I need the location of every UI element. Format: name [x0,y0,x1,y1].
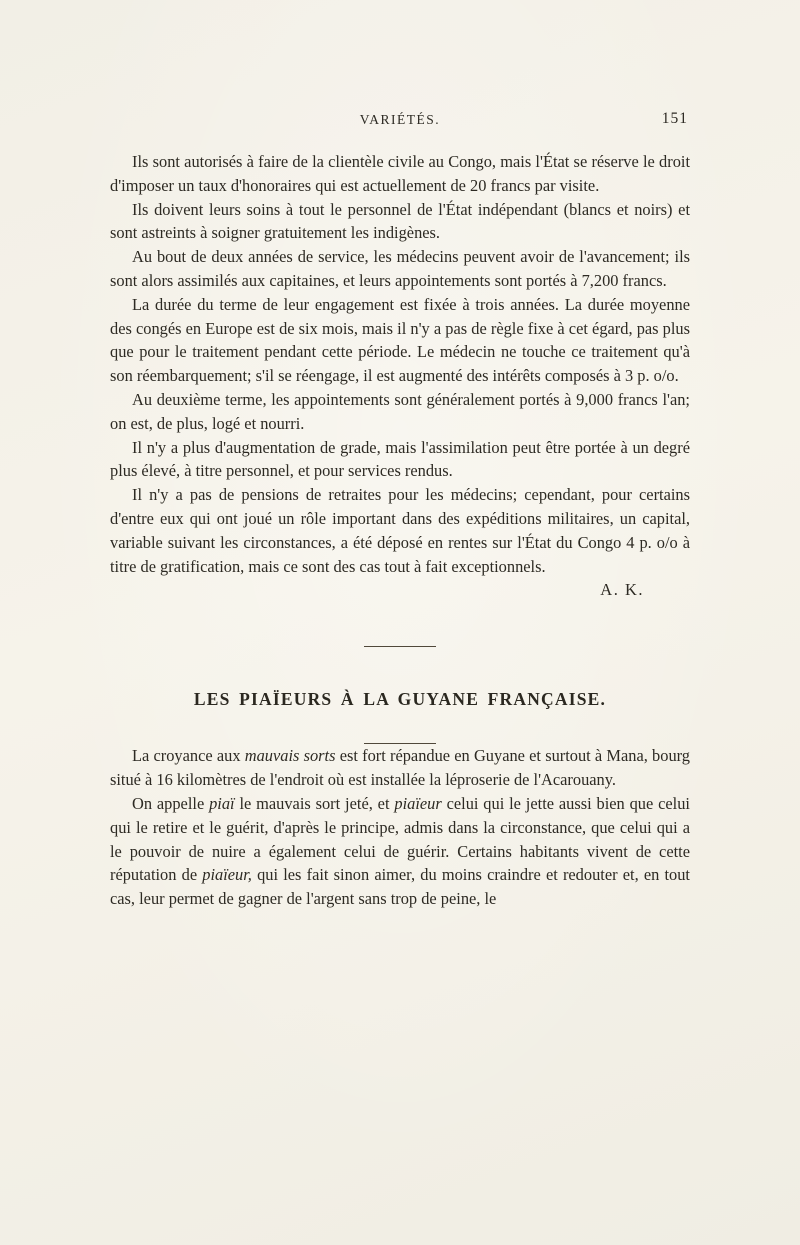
page-number: 151 [661,110,688,127]
paragraph-congo-1: Ils sont autorisés à faire de la clientèle civile au Congo, mais l'État se réserve le droit d'imposer un taux d'honoraires qui est actuellement de 20 francs par visite. [110,152,690,195]
paragraph-guyane-2 [110,792,690,911]
paragraph-congo-6: Il n'y a plus d'augmentation de grade, mais l'assimilation peut être portée à un degré plus élevé, à titre personnel, et pour services rendus. [110,437,690,481]
text-segment: le mauvais sort jeté, et [234,793,395,813]
italic-term-piaieur: piaïeur [394,793,442,813]
paragraph-congo-4: La durée du terme de leur engagement est fixée à trois années. La durée moyenne des congés en Europe est de six mois, mais il n'y a pas de règle fixe à cet égard, pas plus que pour le traitement pendant cette période. Le médecin ne touche ce traitement qu'à son réembarquement; s'il se réengage, il est augmenté des intérêts composés à 3 p. o/o. [110,294,690,386]
paragraph-congo-7: Il n'y a pas de pensions de retraites pour les médecins; cependant, pour certains d'entre eux qui ont joué un rôle important dans des expéditions militaires, un capital, variable suivant les circonstances, a été déposé en rentes sur l'État du Congo 4 p. o/o à titre de gratification, mais ce sont des cas tout à fait exceptionnels. [110,485,690,576]
page-header [110,112,690,136]
paragraph-congo-5: Au deuxième terme, les appointements sont généralement portés à 9,000 francs l'an; on est, de plus, logé et nourri. [110,389,690,433]
section-heading: LES PIAÏEURS À LA GUYANE FRANÇAISE. [193,689,607,710]
author-initials: A. K. [600,580,644,600]
italic-term-piai: piaï [209,793,235,813]
text-segment: qui les fait sinon aimer, du moins craindre et redouter et, en tout cas, leur permet de gagner de l'argent sans trop de peine, le [110,865,690,909]
section-divider-top [364,646,436,647]
text-segment: est fort répandue en Guyane et surtout à Mana, bourg situé à 16 kilomètres de l'endroit où est installée la léproserie de l'Acarouany. [110,746,690,790]
paragraph-congo-2: Ils doivent leurs soins à tout le personnel de l'État indépendant (blancs et noirs) et sont astreints à soigner gratuitement les indigènes. [110,199,690,243]
italic-term-piaieur-2: piaïeur, [202,865,252,885]
text-block [110,112,690,911]
paragraph-congo-3: Au bout de deux années de service, les médecins peuvent avoir de l'avancement; ils sont alors assimilés aux capitaines, et leurs appointements sont portés à 7,200 francs. [110,247,690,290]
text-segment: On appelle [132,793,210,813]
italic-term-mauvais-sorts: mauvais sorts [244,746,336,766]
text-segment: celui qui le jette aussi bien que celui qui le retire et le guérit, d'après le principe, admis dans la circonstance, que celui qui a le pouvoir de nuire a également celui de guérir. Certains habitants vivent de cette réputation de [110,793,690,885]
text-segment: La croyance aux [132,746,245,766]
paragraph-guyane-1 [110,744,690,792]
running-title: VARIÉTÉS. [359,112,441,127]
